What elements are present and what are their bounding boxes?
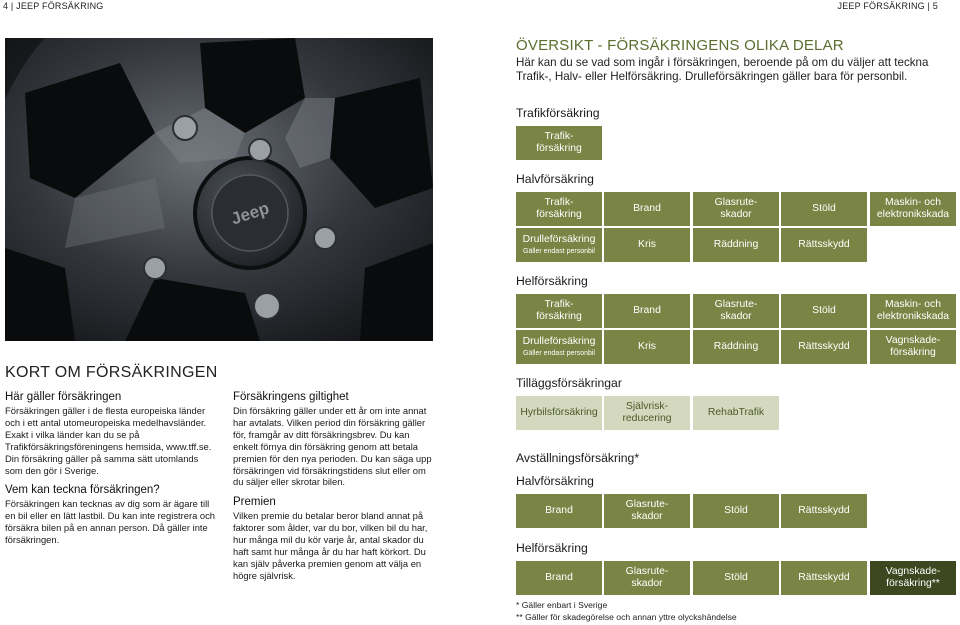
heading-validity: Försäkringens giltighet bbox=[233, 391, 349, 403]
trafik-box bbox=[516, 126, 602, 160]
avst-halv-box bbox=[781, 494, 867, 528]
footnote-1: * Gäller enbart i Sverige bbox=[516, 600, 608, 610]
avst-hel-box bbox=[781, 561, 867, 595]
hel-row1-box bbox=[781, 294, 867, 328]
box-label: Brand bbox=[633, 304, 661, 316]
box-label: skador bbox=[720, 209, 752, 220]
box-label: reducering bbox=[622, 413, 672, 424]
box-label: Gäller endast personbil bbox=[523, 247, 595, 255]
box-label: Räddning bbox=[713, 238, 759, 250]
halv-row1-box bbox=[604, 192, 690, 226]
box-label: skador bbox=[631, 578, 663, 589]
heading-trafik: Trafikförsäkring bbox=[516, 106, 600, 120]
hel-row1-box bbox=[693, 294, 779, 328]
heading-coverage-area: Här gäller försäkringen bbox=[5, 391, 122, 403]
text-column-1 bbox=[5, 390, 215, 553]
box-label: Glasrute- bbox=[625, 565, 669, 577]
halv-row1-box bbox=[693, 192, 779, 226]
paragraph-validity: Din försäkring gäller under ett år om inte annat har avtalats. Vilken period din försäkring gäller för, framgår av ditt försäkringsbrev. Du kan enkelt förnya din försäkring genom att betala premien för den nya perioden. Du kan säga upp försäkringen vid försäkringstidens slut eller om du säljer eller skrotar bilen. bbox=[233, 405, 432, 488]
heading-hel: Helförsäkring bbox=[516, 274, 588, 288]
box-label: Kris bbox=[638, 340, 656, 352]
heading-halv: Halvförsäkring bbox=[516, 172, 594, 186]
heading-who-can-buy: Vem kan teckna försäkringen? bbox=[5, 484, 160, 497]
box-label: Räddning bbox=[713, 340, 759, 352]
halv-row1-box bbox=[516, 192, 602, 226]
halv-row1-box bbox=[781, 192, 867, 226]
box-label: Glasrute- bbox=[625, 498, 669, 510]
box-label: Rättsskydd bbox=[798, 504, 850, 516]
heading-avst-hel: Helförsäkring bbox=[516, 541, 588, 555]
hel-row2-box bbox=[781, 330, 867, 364]
box-label: Trafik- bbox=[544, 298, 574, 310]
box-label: Drulleförsäkring bbox=[522, 234, 596, 246]
box-label: Stöld bbox=[812, 304, 836, 316]
box-label: Maskin- och bbox=[884, 298, 941, 310]
box-label: Trafik- bbox=[544, 196, 574, 208]
hel-row1-box bbox=[516, 294, 602, 328]
box-label: Gäller endast personbil bbox=[523, 349, 595, 357]
overview-intro: Här kan du se vad som ingår i försäkringen, beroende på om du väljer att teckna Trafik-, Halv- eller Helförsäkring. Drulleförsäkringen gäller bara för personbil. bbox=[516, 56, 929, 84]
section-title: KORT OM FÖRSÄKRINGEN bbox=[5, 364, 218, 381]
hel-row2-box bbox=[693, 330, 779, 364]
box-label: Glasrute- bbox=[714, 298, 758, 310]
box-label: försäkring bbox=[536, 209, 582, 220]
footnote-2: ** Gäller för skadegörelse och annan yttre olyckshändelse bbox=[516, 612, 737, 622]
box-label: elektronikskada bbox=[876, 209, 950, 220]
paragraph-who-can-buy: Försäkringen kan tecknas av dig som är ägare till en bil eller en lätt lastbil. Du kan inte registrera och försäkra bilen på en annan person. Då gäller inte försäkringen. bbox=[5, 498, 216, 546]
box-label: försäkring bbox=[536, 143, 582, 154]
box-label: Vagnskade- bbox=[885, 565, 941, 577]
wheel-photo bbox=[5, 38, 433, 341]
box-label: Självrisk- bbox=[625, 400, 669, 412]
page-header-right: JEEP FÖRSÄKRING | 5 bbox=[837, 1, 938, 11]
box-label: Brand bbox=[633, 202, 661, 214]
hel-row2-box bbox=[604, 330, 690, 364]
box-label: RehabTrafik bbox=[707, 406, 765, 418]
box-label: skador bbox=[631, 511, 663, 522]
box-label: Trafik- bbox=[544, 130, 574, 142]
box-label: Drulleförsäkring bbox=[522, 336, 596, 348]
hel-row1-box bbox=[870, 294, 956, 328]
halv-row2-box bbox=[604, 228, 690, 262]
box-label: försäkring bbox=[890, 347, 936, 358]
halv-row2-box bbox=[781, 228, 867, 262]
halv-row2-box bbox=[516, 228, 602, 262]
text-column-2 bbox=[233, 390, 433, 589]
box-label: Brand bbox=[545, 571, 573, 583]
hel-row1-box bbox=[604, 294, 690, 328]
box-label: skador bbox=[720, 311, 752, 322]
heading-avst-halv: Halvförsäkring bbox=[516, 474, 594, 488]
box-label: Rättsskydd bbox=[798, 571, 850, 583]
halv-row1-box bbox=[870, 192, 956, 226]
box-label: försäkring bbox=[536, 311, 582, 322]
page-header-left: 4 | JEEP FÖRSÄKRING bbox=[3, 1, 104, 11]
box-label: Kris bbox=[638, 238, 656, 250]
box-label: Rättsskydd bbox=[798, 238, 850, 250]
box-label: Glasrute- bbox=[714, 196, 758, 208]
tillagg-box bbox=[604, 396, 690, 430]
avst-hel-box bbox=[870, 561, 956, 595]
box-label: Maskin- och bbox=[884, 196, 941, 208]
paragraph-coverage-area: Försäkringen gäller i de flesta europeiska länder och i ett antal utomeuropeiska medelhavsländer. Exakt i vilka länder kan du se på Trafikförsäkringsföreningens hemsida, www.tff.se. Din försäkring gäller på samma sätt utomlands som den gör i Sverige. bbox=[5, 405, 212, 476]
box-label: Rättsskydd bbox=[798, 340, 850, 352]
avst-halv-box bbox=[604, 494, 690, 528]
box-label: Hyrbilsförsäkring bbox=[520, 406, 598, 418]
hel-row2-box bbox=[516, 330, 602, 364]
halv-row2-box bbox=[693, 228, 779, 262]
avst-hel-box bbox=[693, 561, 779, 595]
avst-halv-box bbox=[693, 494, 779, 528]
jeep-logo: Jeep bbox=[228, 198, 272, 229]
heading-tillagg: Tilläggsförsäkringar bbox=[516, 376, 622, 390]
box-label: Stöld bbox=[812, 202, 836, 214]
paragraph-premium: Vilken premie du betalar beror bland annat på faktorer som ålder, var du bor, vilken bil du har, hur många mil du kör varje år, antal skador du haft samt hur många år du har haft körkort. Du kan själv påverka premien genom att välja en högre självrisk. bbox=[233, 510, 428, 581]
heading-premium: Premien bbox=[233, 496, 276, 509]
tillagg-box bbox=[693, 396, 779, 430]
box-label: Stöld bbox=[724, 571, 748, 583]
avst-hel-box bbox=[516, 561, 602, 595]
box-label: elektronikskada bbox=[876, 311, 950, 322]
avst-hel-box bbox=[604, 561, 690, 595]
box-label: Vagnskade- bbox=[885, 334, 941, 346]
heading-avstallning: Avställningsförsäkring* bbox=[516, 451, 640, 465]
overview-title: ÖVERSIKT - FÖRSÄKRINGENS OLIKA DELAR bbox=[516, 37, 844, 54]
box-label: Brand bbox=[545, 504, 573, 516]
box-label: Stöld bbox=[724, 504, 748, 516]
hel-row2-box bbox=[870, 330, 956, 364]
tillagg-box bbox=[516, 396, 602, 430]
box-label: försäkring** bbox=[886, 578, 940, 589]
avst-halv-box bbox=[516, 494, 602, 528]
